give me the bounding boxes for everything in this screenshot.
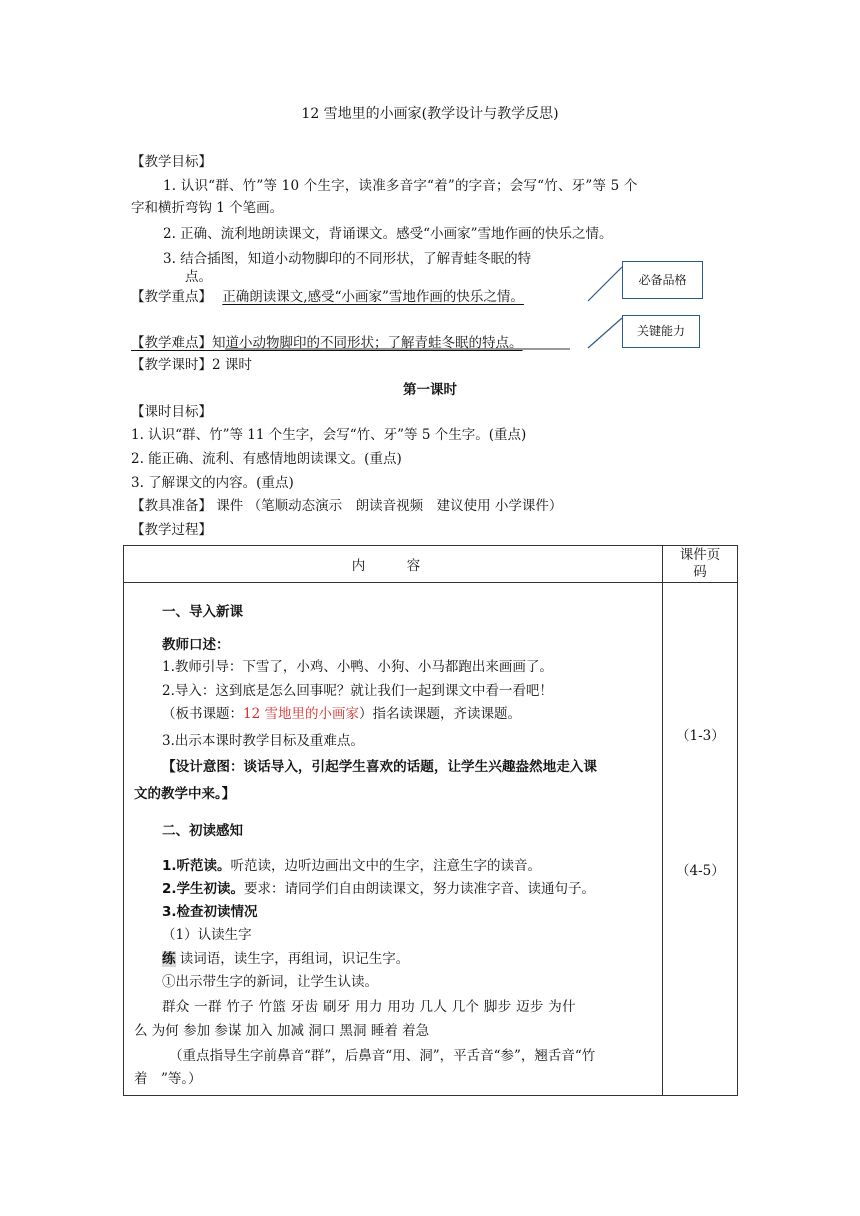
header-page-line2: 码 <box>693 564 707 580</box>
objective-1: 1. 认识“群、竹”等 10 个生字，读准多音字“着”的字音；会写“竹、牙”等 5 个 <box>163 178 638 194</box>
process-heading: 【教学过程】 <box>131 522 212 538</box>
s2-line-3: 3.检查初读情况 <box>162 904 258 920</box>
objective-1-cont: 字和横折弯钩 1 个笔画。 <box>131 200 284 216</box>
s1-line-3-b: ）指名读课题，齐读课题。 <box>358 706 521 722</box>
lesson-objective-1: 1. 认识“群、竹”等 11 个生字，会写“竹、牙”等 5 个生字。(重点) <box>131 427 527 443</box>
pronunciation-note-1: （重点指导生字前鼻音“群”，后鼻音“用、洞”，平舌音“参”，翘舌音“竹 <box>169 1048 596 1064</box>
section-1-title: 一、导入新课 <box>162 604 243 620</box>
objective-2: 2. 正确、流利地朗读课文，背诵课文。感受“小画家”雪地作画的快乐之情。 <box>163 226 613 242</box>
callout-character: 必备品格 <box>622 261 703 299</box>
section-2-title: 二、初读感知 <box>162 823 243 839</box>
practice-badge: 练 <box>162 951 176 967</box>
word-list-1: 群众 一群 竹子 竹篮 牙齿 刷牙 用力 用功 几人 几个 脚步 迈步 为什 <box>162 999 576 1015</box>
difficulties-text: 知道小动物脚印的不同形状；了解青蛙冬眠的特点。 <box>212 335 523 351</box>
design-intent-1: 【设计意图：谈话导入，引起学生喜欢的话题，让学生兴趣盎然地走入课 <box>162 759 597 775</box>
table-row <box>124 583 738 1096</box>
s1-line-1: 1.教师引导：下雪了，小鸡、小鸭、小狗、小马都跑出来画画了。 <box>162 659 553 675</box>
teaching-tools: 【教具准备】 课件 （笔顺动态演示 朗读音视频 建议使用 小学课件） <box>131 498 563 514</box>
header-content: 内 容 <box>124 546 663 583</box>
key-points-label: 【教学重点】 <box>131 289 212 305</box>
s2-line-6: ①出示带生字的新词，让学生认读。 <box>162 974 378 990</box>
word-list-2: 么 为何 参加 参谋 加入 加减 洞口 黑洞 睡着 着急 <box>134 1023 430 1039</box>
s2-line-1-bold: 1.听范读。 <box>162 858 231 874</box>
s1-line-3 <box>162 702 521 722</box>
difficulties-label: 【教学难点】 <box>131 335 212 351</box>
lesson-objectives-heading: 【课时目标】 <box>131 404 212 420</box>
lesson-objective-2: 2. 能正确、流利、有感情地朗读课文。(重点) <box>131 451 402 467</box>
s2-line-2-text: 要求：请同学们自由朗读课文，努力读准字音、读通句子。 <box>244 881 596 897</box>
objective-3-cont: 点。 <box>185 269 212 285</box>
content-cell <box>124 583 663 1096</box>
connector-line-2 <box>588 318 622 348</box>
page-range-1: （1-3） <box>676 728 725 744</box>
lesson-objective-3: 3. 了解课文的内容。(重点) <box>131 475 294 491</box>
header-page <box>663 546 738 583</box>
s1-line-3-a: （板书课题： <box>162 706 243 722</box>
process-table <box>123 545 738 1096</box>
teaching-hours: 【教学课时】2 课时 <box>131 357 252 373</box>
teacher-says-label: 教师口述： <box>162 637 230 653</box>
connector-line-1 <box>588 267 622 301</box>
objectives-heading: 【教学目标】 <box>131 154 212 170</box>
s2-line-5-text: 读词语，读生字，再组词，识记生字。 <box>175 951 410 967</box>
header-page-line1: 课件页 <box>679 547 721 563</box>
s2-line-4: （1）认读生字 <box>162 927 252 943</box>
pronunciation-note-2: 着 ”等。） <box>134 1071 202 1087</box>
callout-connectors <box>0 0 860 400</box>
lesson-title-red: 12 雪地里的小画家 <box>243 706 359 722</box>
s2-line-2-bold: 2.学生初读。 <box>162 881 245 897</box>
s2-line-1-text: 听范读，边听边画出文中的生字，注意生字的读音。 <box>230 858 542 874</box>
design-intent-2: 文的教学中来。】 <box>134 786 236 802</box>
s1-line-4: 3.出示本课时教学目标及重难点。 <box>162 733 364 749</box>
table-header-row <box>124 546 738 583</box>
s1-line-2: 2.导入：这到底是怎么回事呢？就让我们一起到课文中看一看吧！ <box>162 683 553 699</box>
key-points-text: 正确朗读课文,感受“小画家”雪地作画的快乐之情。 <box>222 289 524 305</box>
objective-3: 3. 结合插图，知道小动物脚印的不同形状，了解青蛙冬眠的特 <box>163 251 532 267</box>
s2-line-1 <box>162 854 541 874</box>
s2-line-5 <box>162 947 409 967</box>
document-title: 12 雪地里的小画家(教学设计与教学反思) <box>301 106 559 122</box>
lesson-heading: 第一课时 <box>403 382 457 398</box>
callout-ability: 关键能力 <box>622 315 700 348</box>
page-range-2: （4-5） <box>676 863 725 879</box>
page-cell <box>663 583 738 1096</box>
s2-line-2 <box>162 877 595 897</box>
